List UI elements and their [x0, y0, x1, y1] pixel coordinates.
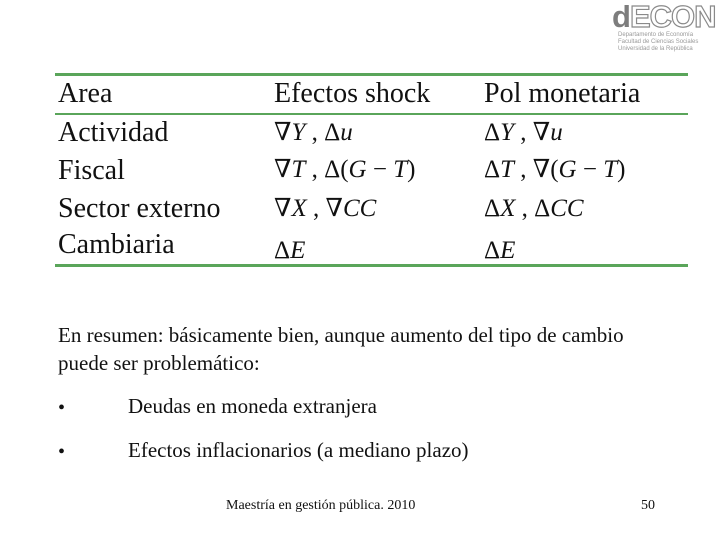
- row-area-actividad: Actividad: [58, 117, 169, 148]
- logo-line-2: Facultad de Ciencias Sociales: [618, 39, 699, 45]
- table-top-rule: [55, 73, 688, 76]
- logo-wordmark: [612, 2, 716, 32]
- header-area: Area: [58, 78, 113, 109]
- row-actividad-shock: ∇Y , Δu: [274, 119, 353, 146]
- header-efectos-shock: Efectos shock: [274, 78, 431, 109]
- row-sector-externo-shock: ∇X , ∇CC: [274, 195, 377, 222]
- table-header-rule: [55, 113, 688, 115]
- bullet-marker-1: •: [58, 397, 66, 419]
- row-cambiaria-shock: ΔE: [274, 237, 306, 264]
- bullet-marker-2: •: [58, 441, 66, 463]
- bullet-text-1: Deudas en moneda extranjera: [128, 394, 377, 418]
- row-sector-externo-policy: ΔX , ΔCC: [484, 195, 584, 222]
- decon-logo: [612, 2, 718, 56]
- row-area-sector-externo: Sector externo: [58, 193, 221, 224]
- logo-econ: ECON: [629, 0, 716, 34]
- header-pol-monetaria: Pol monetaria: [484, 78, 641, 109]
- bullet-text-2: Efectos inflacionarios (a mediano plazo): [128, 438, 469, 462]
- table-bottom-rule: [55, 264, 688, 267]
- row-area-cambiaria: Cambiaria: [58, 229, 175, 260]
- row-cambiaria-policy: ΔE: [484, 237, 516, 264]
- row-fiscal-shock: ∇T , Δ(G − T): [274, 156, 416, 183]
- logo-line-3: Universidad de la República: [618, 46, 693, 52]
- row-fiscal-policy: ΔT , ∇(G − T): [484, 156, 626, 183]
- row-actividad-policy: ΔY , ∇u: [484, 119, 563, 146]
- logo-line-1: Departamento de Economía: [618, 32, 694, 38]
- page-number: 50: [641, 498, 655, 513]
- footer-text: Maestría en gestión pública. 2010: [226, 498, 416, 513]
- row-area-fiscal: Fiscal: [58, 155, 125, 186]
- summary-text: En resumen: básicamente bien, aunque aumento del tipo de cambio puede ser problemático:: [58, 323, 624, 375]
- logo-d: d: [612, 0, 630, 34]
